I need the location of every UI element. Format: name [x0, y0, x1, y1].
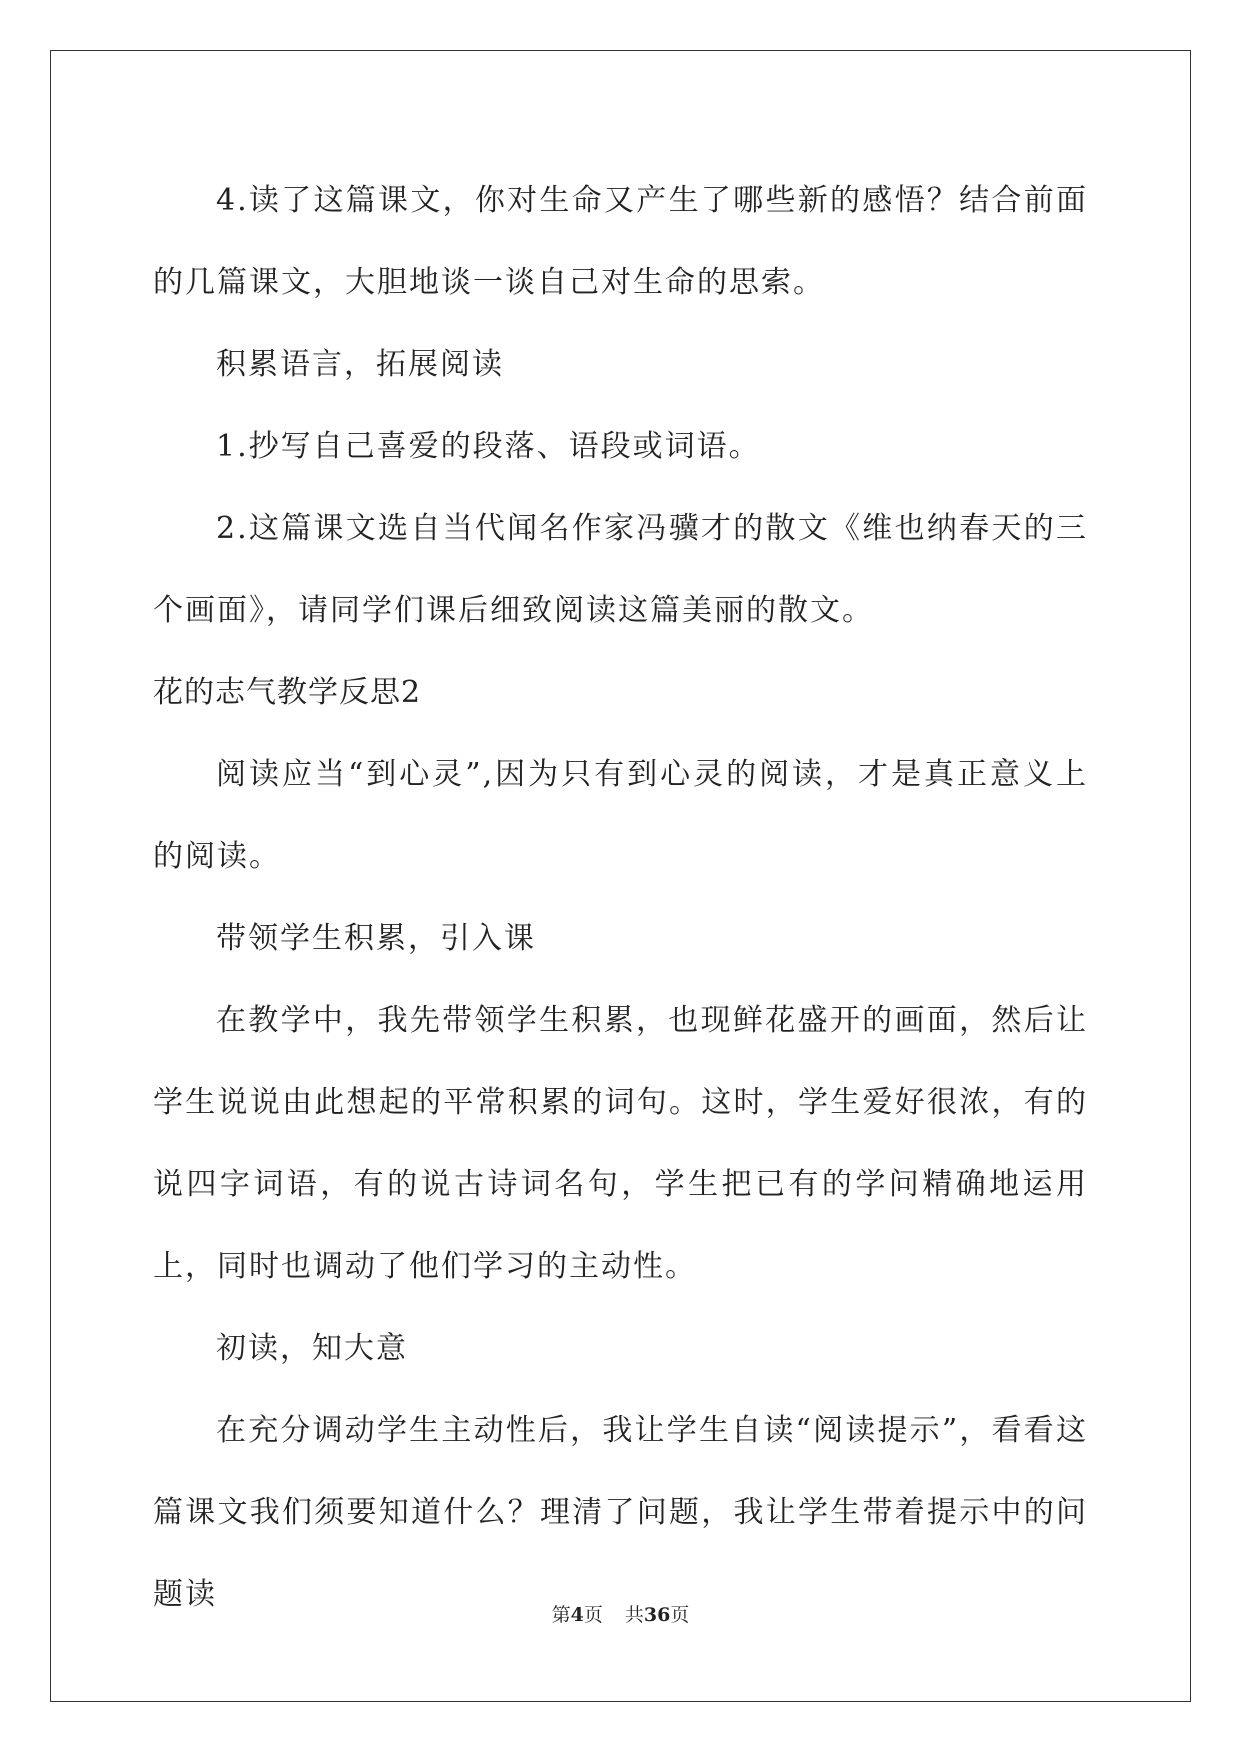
paragraph-5: 在教学中，我先带领学生积累，也现鲜花盛开的画面，然后让学生说说由此想起的平常积累的词句。这时，学生爱好很浓，有的说四字词语，有的说古诗词名句，学生把已有的学问精确地运用上，同时也调动了他们学习的主动性。	[153, 1003, 1088, 1284]
footer-page-number: 4	[570, 1604, 584, 1626]
paragraph-1: 4.读了这篇课文，你对生命又产生了哪些新的感悟？结合前面的几篇课文，大胆地谈一谈自己对生命的思索。	[153, 183, 1088, 300]
footer-total-pages: 36	[643, 1604, 671, 1626]
document-body	[153, 160, 1088, 1636]
footer-total-suffix: 页	[670, 1604, 690, 1626]
footer-total-prefix: 共	[624, 1604, 644, 1626]
section-heading-lead: 带领学生积累，引入课	[216, 921, 536, 956]
document-title: 花的志气教学反思2	[153, 675, 422, 710]
section-heading-first-read: 初读，知大意	[216, 1331, 408, 1366]
page-footer	[0, 1600, 1241, 1627]
paragraph-3: 2.这篇课文选自当代闻名作家冯骥才的散文《维也纳春天的三个画面》，请同学们课后细致阅读这篇美丽的散文。	[153, 511, 1088, 628]
paragraph-4: 阅读应当“到心灵”,因为只有到心灵的阅读，才是真正意义上的阅读。	[153, 757, 1088, 874]
section-heading-accumulate: 积累语言，拓展阅读	[216, 347, 504, 382]
paragraph-2: 1.抄写自己喜爱的段落、语段或词语。	[216, 429, 761, 464]
paragraph-6: 在充分调动学生主动性后，我让学生自读“阅读提示”，看看这篇课文我们须要知道什么？理清了问题，我让学生带着提示中的问题读	[153, 1413, 1088, 1612]
footer-prefix: 第	[551, 1604, 571, 1626]
footer-page-suffix: 页	[583, 1604, 603, 1626]
